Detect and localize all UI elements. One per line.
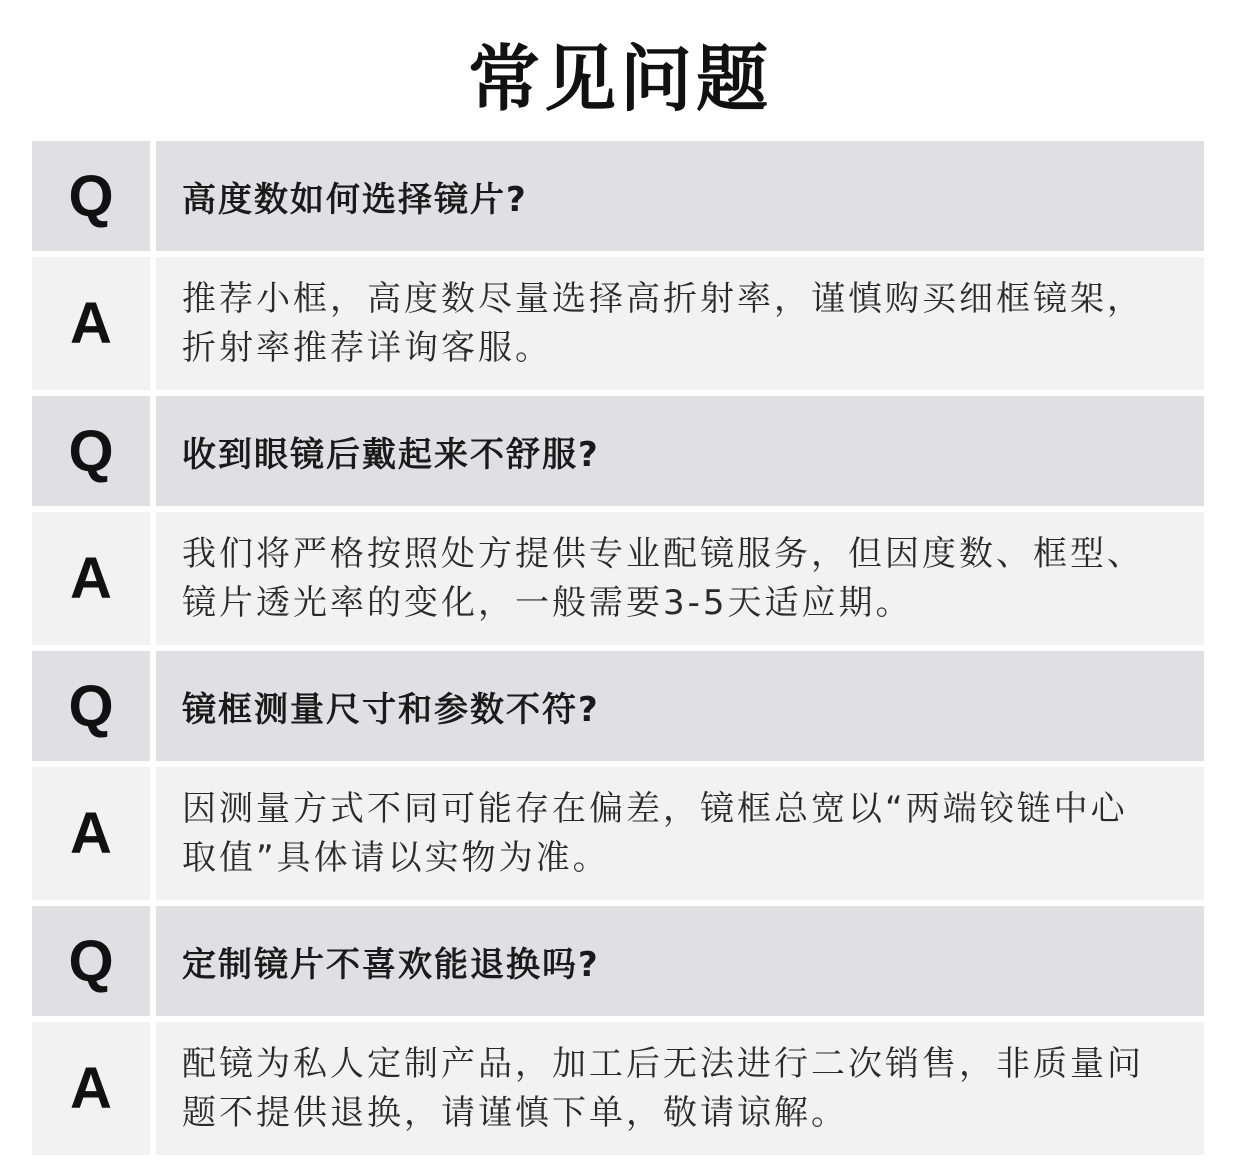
question-text: 高度数如何选择镜片? xyxy=(182,179,528,220)
faq-question-row xyxy=(32,906,1204,1016)
question-cell xyxy=(156,906,1204,1016)
faq-question-row xyxy=(32,651,1204,761)
answer-label: A xyxy=(32,767,150,900)
question-text: 镜框测量尺寸和参数不符? xyxy=(182,689,600,730)
question-text: 定制镜片不喜欢能退换吗? xyxy=(182,944,600,985)
faq-question-row xyxy=(32,396,1204,506)
faq-list xyxy=(32,141,1204,1161)
faq-question-row xyxy=(32,141,1204,251)
question-label: Q xyxy=(32,651,150,761)
question-cell xyxy=(156,651,1204,761)
question-cell xyxy=(156,396,1204,506)
answer-label: A xyxy=(32,257,150,390)
question-label: Q xyxy=(32,396,150,506)
question-label: Q xyxy=(32,141,150,251)
answer-cell xyxy=(156,512,1204,645)
answer-label: A xyxy=(32,1022,150,1155)
question-label: Q xyxy=(32,906,150,1016)
answer-text: 我们将严格按照处方提供专业配镜服务，但因度数、框型、镜片透光率的变化，一般需要3-5天适应期。 xyxy=(182,533,1144,623)
question-cell xyxy=(156,141,1204,251)
answer-label: A xyxy=(32,512,150,645)
faq-answer-row xyxy=(32,1022,1204,1155)
answer-cell xyxy=(156,767,1204,900)
answer-text: 推荐小框，高度数尽量选择高折射率，谨慎购买细框镜架，折射率推荐详询客服。 xyxy=(182,278,1144,368)
faq-answer-row xyxy=(32,512,1204,645)
answer-text: 配镜为私人定制产品，加工后无法进行二次销售，非质量问题不提供退换，请谨慎下单，敬请谅解。 xyxy=(182,1043,1144,1133)
faq-answer-row xyxy=(32,767,1204,900)
answer-cell xyxy=(156,257,1204,390)
answer-cell xyxy=(156,1022,1204,1155)
question-text: 收到眼镜后戴起来不舒服? xyxy=(182,434,600,475)
page-title: 常见问题 xyxy=(467,37,772,121)
faq-answer-row xyxy=(32,257,1204,390)
answer-text: 因测量方式不同可能存在偏差，镜框总宽以“两端铰链中心取值”具体请以实物为准。 xyxy=(182,788,1128,878)
